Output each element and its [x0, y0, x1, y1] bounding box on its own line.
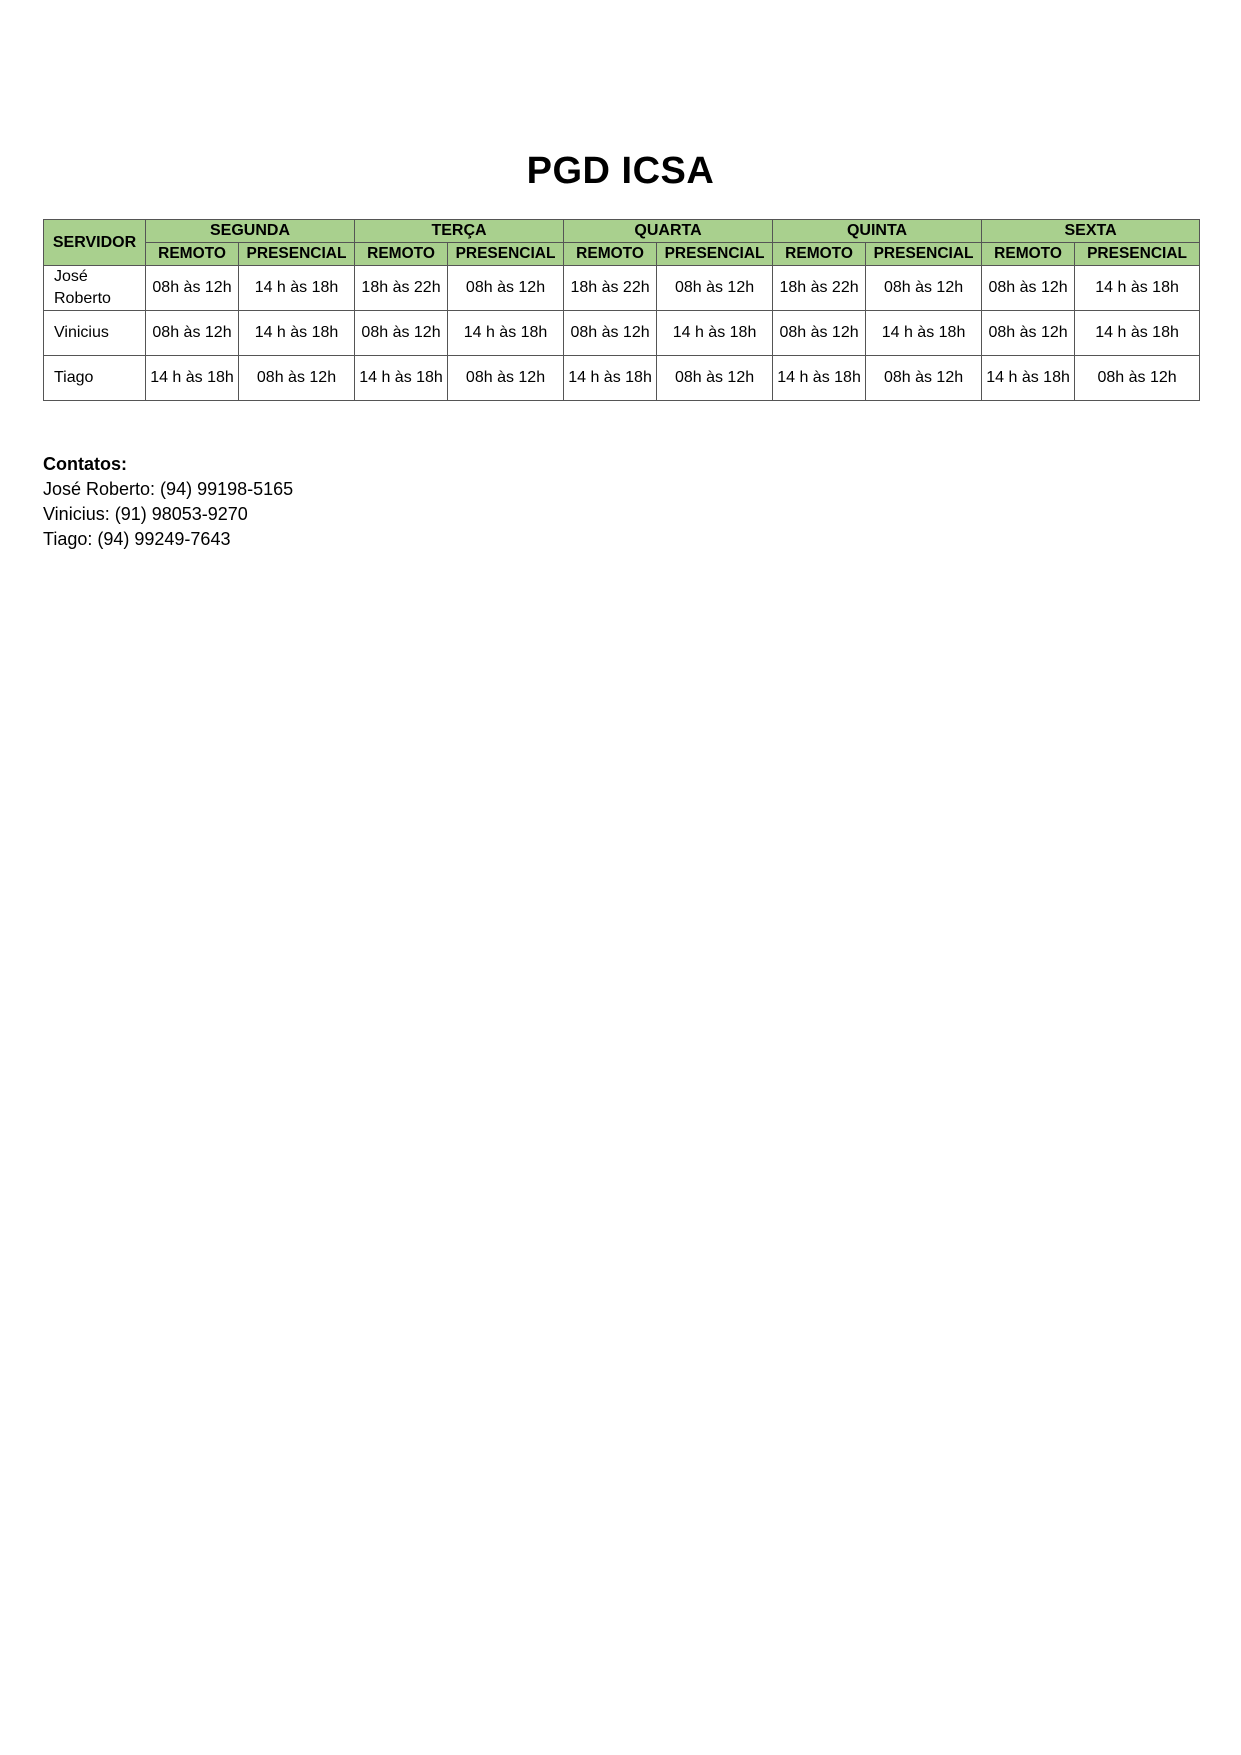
servidor-name: José Roberto — [44, 266, 146, 311]
presencial-cell: 14 h às 18h — [448, 311, 564, 356]
presencial-header: PRESENCIAL — [657, 243, 773, 266]
remoto-header: REMOTO — [355, 243, 448, 266]
servidor-name: Tiago — [44, 356, 146, 401]
contacts-heading: Contatos: — [43, 454, 127, 474]
day-header: SEGUNDA — [146, 220, 355, 243]
remoto-cell: 08h às 12h — [146, 311, 239, 356]
remoto-header: REMOTO — [982, 243, 1075, 266]
remoto-cell: 08h às 12h — [982, 266, 1075, 311]
page-title: PGD ICSA — [526, 150, 715, 192]
remoto-cell: 14 h às 18h — [773, 356, 866, 401]
table-row — [44, 356, 1200, 401]
table-row — [44, 311, 1200, 356]
contact-line: José Roberto: (94) 99198-5165 — [43, 479, 294, 499]
contact-line: Vinicius: (91) 98053-9270 — [43, 504, 248, 524]
presencial-cell: 08h às 12h — [239, 356, 355, 401]
servidor-name: Vinicius — [44, 311, 146, 356]
presencial-cell: 08h às 12h — [1075, 356, 1200, 401]
remoto-cell: 08h às 12h — [564, 311, 657, 356]
remoto-cell: 18h às 22h — [564, 266, 657, 311]
day-header: TERÇA — [355, 220, 564, 243]
presencial-cell: 14 h às 18h — [239, 311, 355, 356]
presencial-cell: 08h às 12h — [657, 266, 773, 311]
presencial-cell: 14 h às 18h — [657, 311, 773, 356]
presencial-header: PRESENCIAL — [239, 243, 355, 266]
remoto-cell: 14 h às 18h — [146, 356, 239, 401]
table-row — [44, 266, 1200, 311]
remoto-cell: 08h às 12h — [146, 266, 239, 311]
remoto-cell: 18h às 22h — [773, 266, 866, 311]
remoto-cell: 08h às 12h — [773, 311, 866, 356]
remoto-cell: 08h às 12h — [982, 311, 1075, 356]
presencial-cell: 14 h às 18h — [239, 266, 355, 311]
remoto-cell: 08h às 12h — [355, 311, 448, 356]
contact-line: Tiago: (94) 99249-7643 — [43, 529, 231, 549]
remoto-cell: 14 h às 18h — [982, 356, 1075, 401]
table-header — [44, 220, 1200, 266]
contacts-section — [43, 452, 293, 552]
day-header: SEXTA — [982, 220, 1200, 243]
presencial-cell: 08h às 12h — [448, 356, 564, 401]
presencial-cell: 08h às 12h — [657, 356, 773, 401]
remoto-header: REMOTO — [564, 243, 657, 266]
remoto-header: REMOTO — [146, 243, 239, 266]
presencial-cell: 08h às 12h — [866, 266, 982, 311]
presencial-header: PRESENCIAL — [866, 243, 982, 266]
presencial-cell: 08h às 12h — [866, 356, 982, 401]
table-body — [44, 266, 1200, 401]
remoto-cell: 14 h às 18h — [564, 356, 657, 401]
remoto-header: REMOTO — [773, 243, 866, 266]
remoto-cell: 14 h às 18h — [355, 356, 448, 401]
presencial-header: PRESENCIAL — [1075, 243, 1200, 266]
presencial-cell: 14 h às 18h — [866, 311, 982, 356]
presencial-cell: 14 h às 18h — [1075, 266, 1200, 311]
presencial-header: PRESENCIAL — [448, 243, 564, 266]
presencial-cell: 14 h às 18h — [1075, 311, 1200, 356]
day-header: QUINTA — [773, 220, 982, 243]
remoto-cell: 18h às 22h — [355, 266, 448, 311]
servidor-header: SERVIDOR — [44, 220, 146, 266]
presencial-cell: 08h às 12h — [448, 266, 564, 311]
day-header: QUARTA — [564, 220, 773, 243]
schedule-table — [43, 219, 1200, 401]
